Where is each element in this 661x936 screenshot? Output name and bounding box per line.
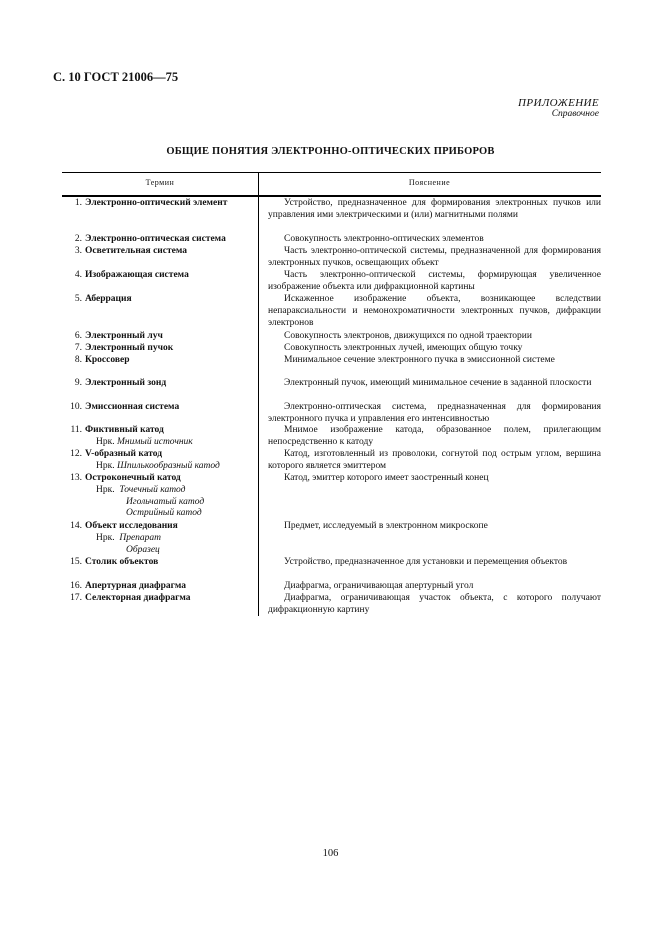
- explanation-cell: Устройство, предназначенное для установки и перемещения объектов: [284, 557, 568, 567]
- explanation-cell: Электронно-оптическая система, предназначенная для формирования электронного пучка и управления его интенсивностью: [268, 402, 601, 424]
- column-header-term: Термин: [145, 178, 175, 187]
- explanation-cell: Часть электронно-оптической системы, предназначенной для формирования электронных пучков, освещающих объект: [268, 246, 601, 268]
- explanation-cell: Мнимое изображение катода, образованное полем, прилегающим непосредственно к катоду: [268, 425, 601, 447]
- explanation-cell: Минимальное сечение электронного пучка в эмиссионной системе: [284, 355, 555, 365]
- explanation-cell: Катод, изготовленный из проволоки, согнутой под острым углом, вершина которого является эмиттером: [268, 449, 601, 471]
- deprecated-synonym: Нрк. Шпилькообразный катод: [96, 460, 220, 471]
- term-cell: 11. Фиктивный катод Нрк. Мнимый источник: [62, 425, 257, 449]
- term-cell: 1. Электронно-оптический элемент: [74, 198, 228, 208]
- term-cell: 10. Эмиссионная система: [70, 402, 180, 412]
- explanation-cell: Совокупность электронных лучей, имеющих общую точку: [284, 343, 523, 353]
- deprecated-synonym: Нрк. Точечный катод: [96, 484, 186, 495]
- term-cell: 6. Электронный луч: [74, 331, 163, 341]
- explanation-cell: Совокупность электронно-оптических элементов: [284, 234, 484, 244]
- deprecated-synonym: Нрк. Препарат: [96, 532, 162, 543]
- explanation-cell: Диафрагма, ограничивающая участок объекта, с которого получают дифракционную картину: [268, 593, 601, 615]
- explanation-cell: Диафрагма, ограничивающая апертурный угол: [284, 581, 474, 591]
- deprecated-synonym: Образец: [126, 544, 160, 555]
- deprecated-synonym: Острийный катод: [126, 508, 202, 519]
- term-cell: 7. Электронный пучок: [74, 343, 174, 353]
- term-cell: 16. Апертурная диафрагма: [70, 581, 187, 591]
- term-cell: 14. Объект исследования Нрк. Препарат Образец: [62, 521, 257, 556]
- term-cell: 5. Аберрация: [74, 294, 132, 304]
- term-cell: 15. Столик объектов: [70, 557, 159, 567]
- terms-table: [62, 172, 601, 197]
- deprecated-synonym: Игольчатый катод: [126, 496, 205, 507]
- page-header: С. 10 ГОСТ 21006—75: [53, 70, 179, 84]
- term-cell: 13. Остроконечный катод Нрк. Точечный катод Игольчатый катод Острийный катод: [62, 473, 257, 520]
- column-divider: [258, 172, 259, 616]
- appendix-title: ПРИЛОЖЕНИЕ: [518, 97, 599, 109]
- term-cell: 2. Электронно-оптическая система: [74, 234, 226, 244]
- appendix-label: [518, 97, 599, 119]
- term-cell: 12. V-образный катод Нрк. Шпилькообразный катод: [62, 449, 257, 473]
- explanation-cell: Совокупность электронов, движущихся по одной траектории: [284, 331, 532, 341]
- term-cell: 17. Селекторная диафрагма: [70, 593, 191, 603]
- appendix-subtitle: Справочное: [551, 109, 599, 119]
- explanation-cell: Искаженное изображение объекта, возникающее вследствии непараксиальности и немонохроматичности электронных пучков, дифракции электронов: [268, 294, 601, 328]
- explanation-cell: Катод, эмиттер которого имеет заостренный конец: [284, 473, 489, 483]
- table-header: [62, 172, 601, 197]
- term-cell: 4. Изображающая система: [74, 270, 189, 280]
- explanation-cell: Предмет, исследуемый в электронном микроскопе: [284, 521, 488, 531]
- column-header-explanation: Пояснение: [408, 178, 451, 187]
- explanation-cell: Устройство, предназначенное для формирования электронных пучков или управления ими электрическими и (или) магнитными полями: [268, 198, 601, 220]
- explanation-cell: Электронный пучок, имеющий минимальное сечение в заданной плоскости: [284, 378, 592, 388]
- explanation-cell: Часть электронно-оптической системы, формирующая увеличенное изображение объекта или дифракционной картины: [268, 270, 601, 292]
- deprecated-synonym: Нрк. Мнимый источник: [96, 436, 193, 447]
- document-title: ОБЩИЕ ПОНЯТИЯ ЭЛЕКТРОННО-ОПТИЧЕСКИХ ПРИБОРОВ: [166, 146, 495, 157]
- term-cell: 3. Осветительная система: [74, 246, 188, 256]
- term-cell: 8. Кроссовер: [74, 355, 130, 365]
- page-number: 106: [322, 848, 339, 859]
- term-cell: 9. Электронный зонд: [74, 378, 167, 388]
